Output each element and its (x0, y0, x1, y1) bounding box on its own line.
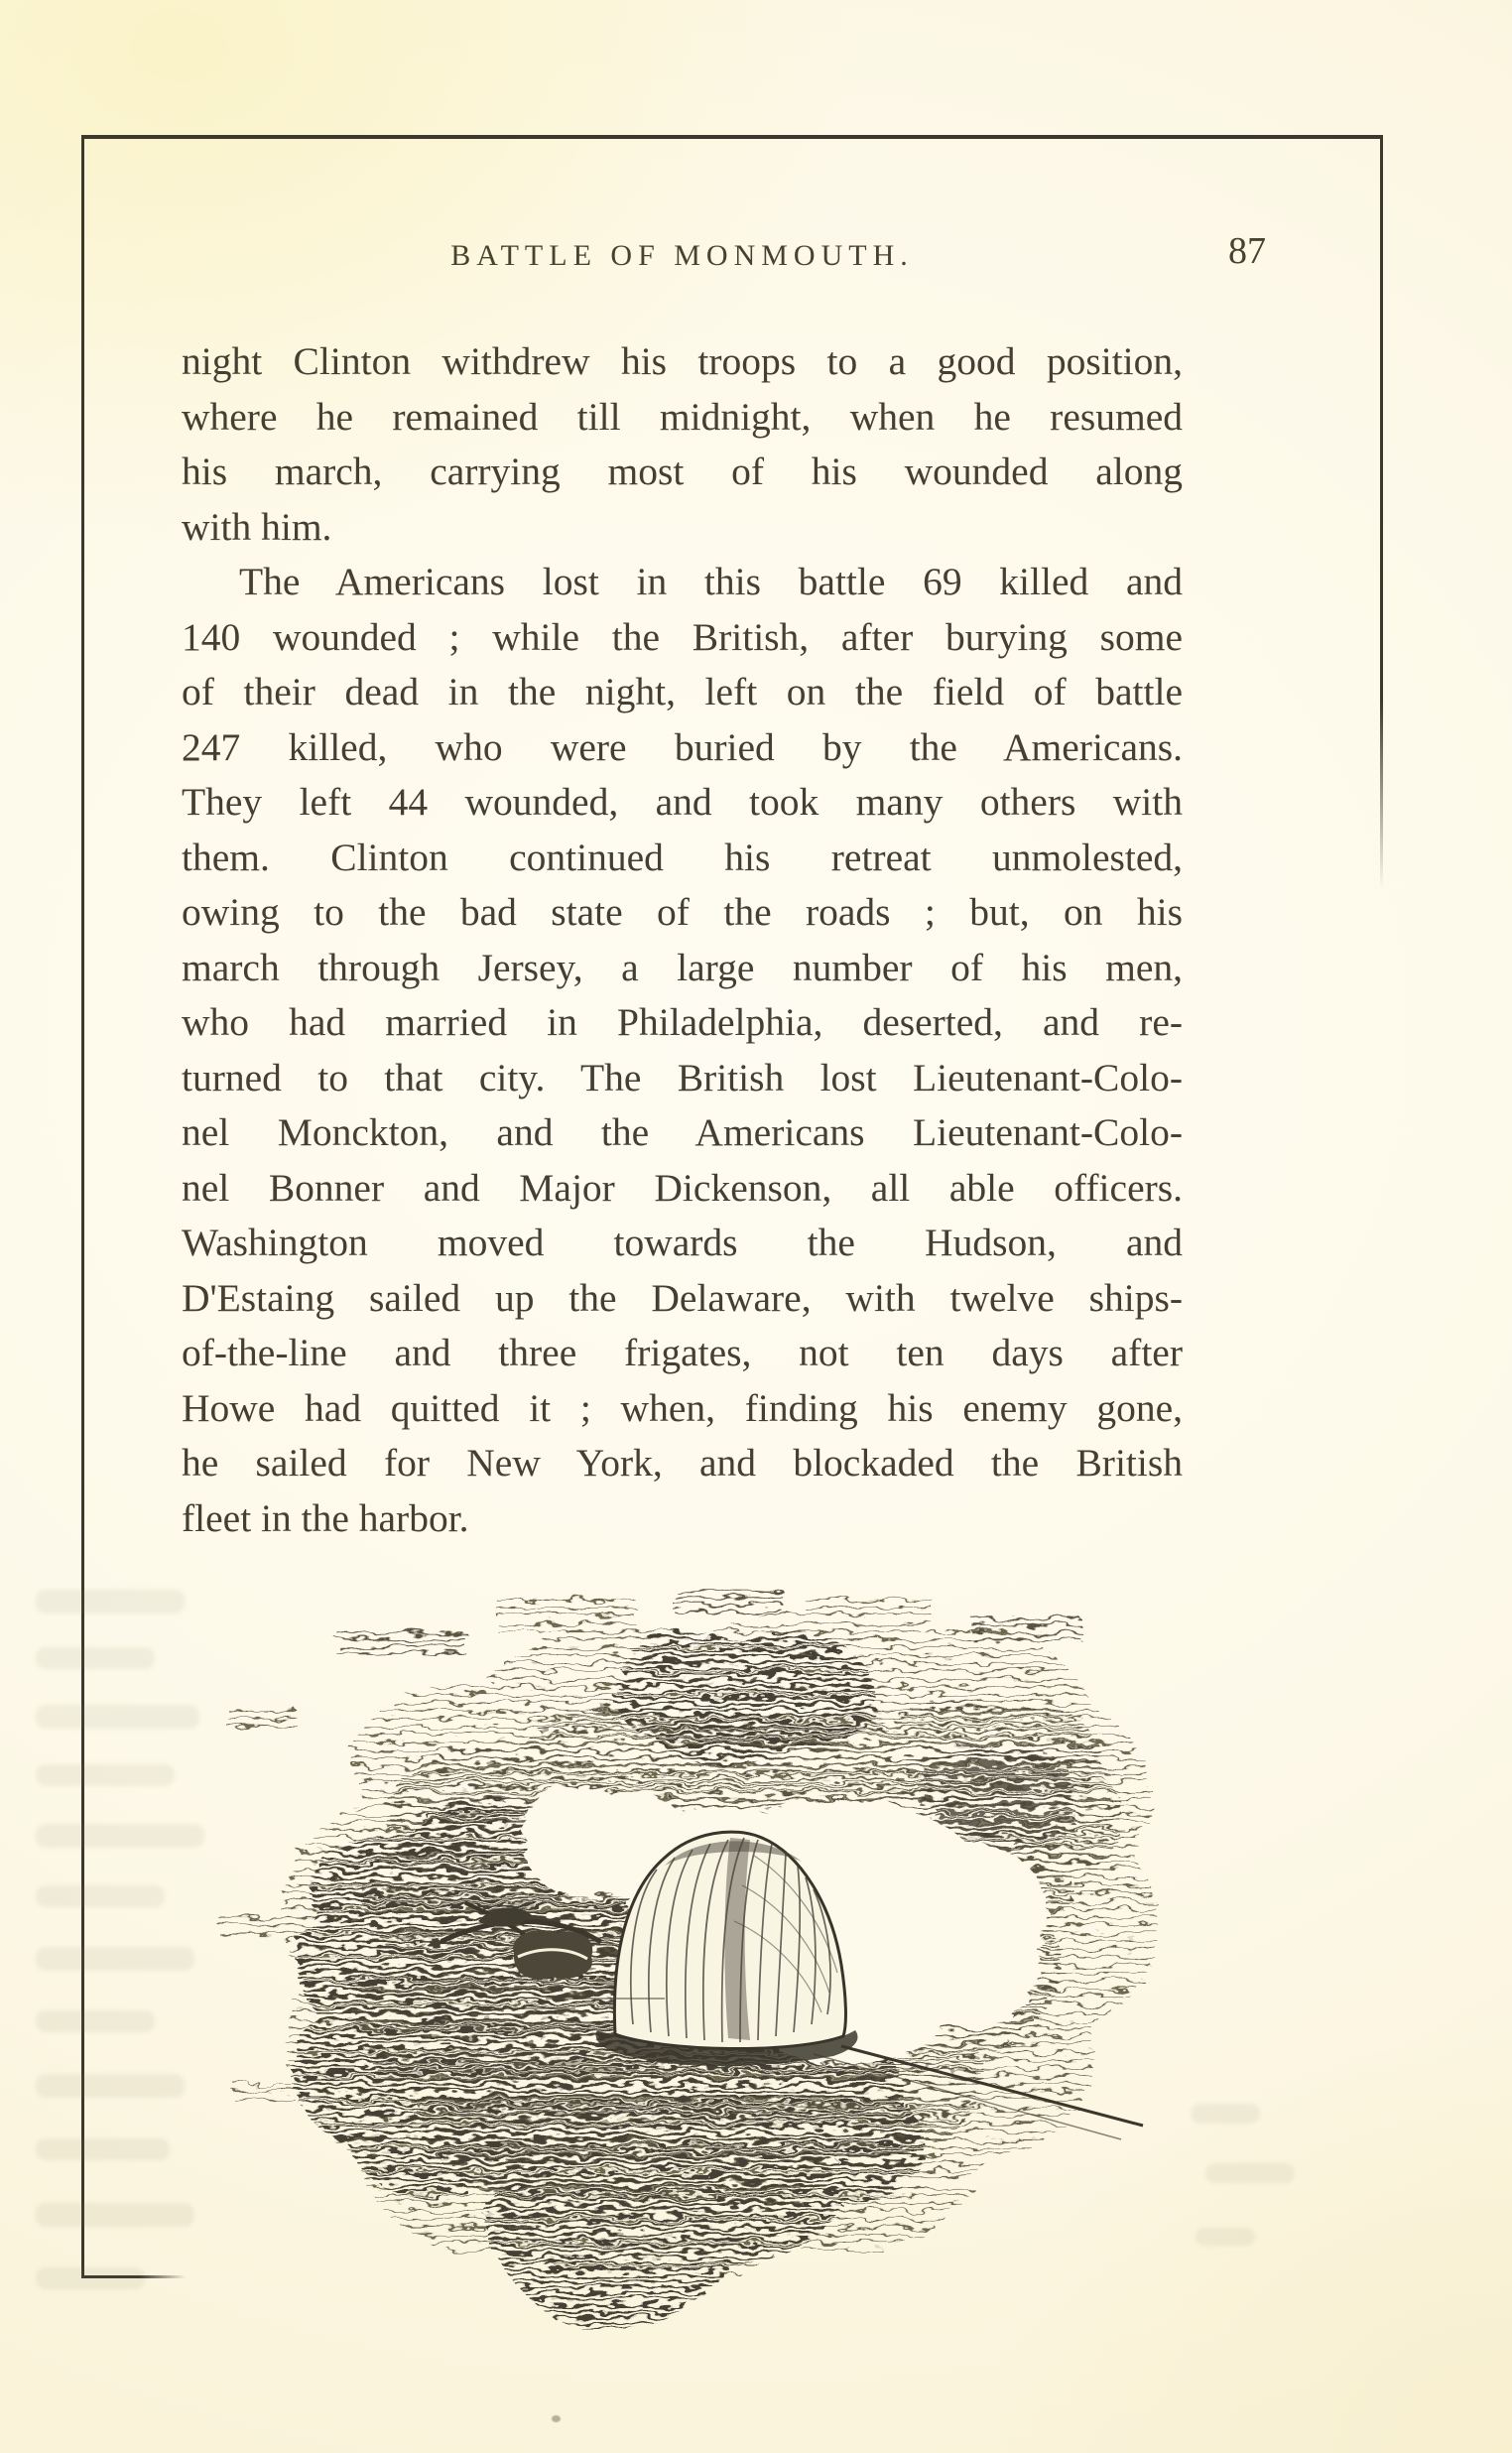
showthrough-mark (36, 1947, 194, 1971)
showthrough-mark (36, 1705, 199, 1729)
page-frame-right-rule (1380, 135, 1383, 889)
showthrough-mark (36, 2203, 194, 2227)
text-line: march through Jersey, a large number of his men, (182, 945, 1183, 989)
text-line: Howe had quitted it ; when, finding his enemy gone, (182, 1385, 1183, 1430)
text-line: them. Clinton continued his retreat unmolested, (182, 835, 1183, 879)
text-line: nel Monckton, and the Americans Lieutenant-Colo- (182, 1110, 1183, 1154)
showthrough-mark (36, 2010, 155, 2032)
text-line: nel Bonner and Major Dickenson, all able officers. (182, 1165, 1183, 1210)
showthrough-mark (36, 2074, 185, 2098)
text-line: turned to that city. The British lost Lieutenant-Colo- (182, 1055, 1183, 1099)
running-header: BATTLE OF MONMOUTH. (450, 239, 914, 272)
showthrough-mark (1191, 2104, 1260, 2124)
text-line: he sailed for New York, and blockaded the British (182, 1441, 1183, 1485)
text-line: fleet in the harbor. (182, 1495, 469, 1540)
text-line: who had married in Philadelphia, deserted, and re- (182, 1000, 1183, 1044)
text-line: with him. (182, 504, 332, 549)
page-number: 87 (1228, 230, 1266, 272)
text-line: 247 killed, who were buried by the Americans. (182, 724, 1183, 769)
text-line: of their dead in the night, left on the field of battle (182, 670, 1183, 713)
showthrough-mark (36, 2267, 145, 2289)
showthrough-mark (36, 1764, 175, 1786)
text-line: Washington moved towards the Hudson, and (182, 1221, 1183, 1264)
showthrough-mark (1196, 2228, 1255, 2246)
showthrough-mark (36, 2138, 170, 2160)
paper-speck (552, 2415, 561, 2422)
body-text (182, 334, 1183, 1546)
text-line: night Clinton withdrew his troops to a good position, (182, 339, 1183, 383)
text-line: where he remained till midnight, when he resumed (182, 394, 1183, 439)
showthrough-mark (36, 1590, 185, 1614)
text-line: his march, carrying most of his wounded along (182, 450, 1183, 493)
text-line: 140 wounded ; while the British, after burying some (182, 614, 1183, 659)
page-frame-top-rule (81, 135, 1383, 139)
showthrough-mark (36, 1647, 155, 1669)
text-line: The Americans lost in this battle 69 killed and (239, 560, 1183, 603)
text-line: of-the-line and three frigates, not ten days after (182, 1331, 1183, 1374)
illustration-woodcut-vignette (198, 1588, 1230, 2342)
showthrough-mark (36, 1885, 165, 1907)
text-line: owing to the bad state of the roads ; but, on his (182, 890, 1183, 934)
text-line: They left 44 wounded, and took many others with (182, 780, 1183, 824)
showthrough-mark (1205, 2163, 1295, 2183)
text-line: D'Estaing sailed up the Delaware, with twelve ships- (182, 1275, 1183, 1320)
showthrough-mark (36, 1824, 204, 1848)
